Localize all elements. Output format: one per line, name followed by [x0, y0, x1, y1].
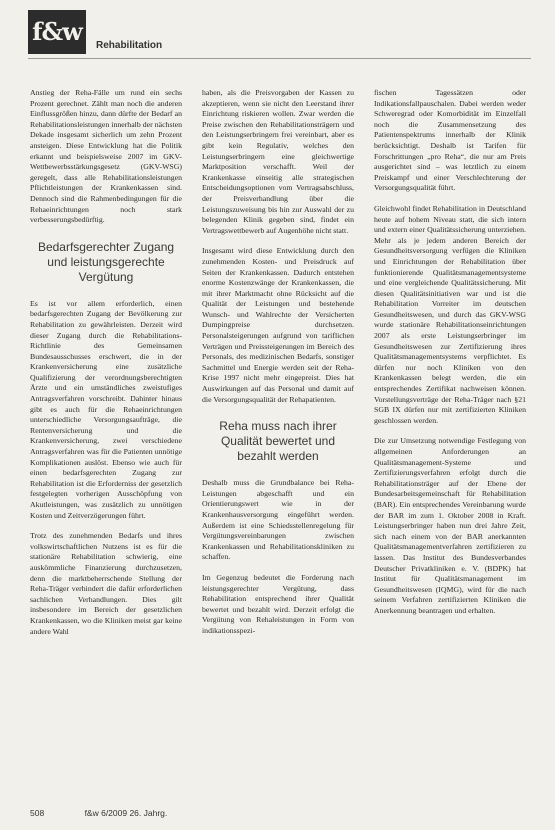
column-3 [374, 88, 526, 627]
page-header [0, 0, 555, 60]
section-label: Rehabilitation [96, 40, 163, 51]
subheading: Reha muss nach ihrer Qualität bewertet und bezahlt werden [219, 419, 337, 464]
header-rule [28, 58, 531, 59]
page-number: 508 [30, 808, 45, 818]
paragraph: fischen Tagessätzen oder Indikationsfallpauschalen. Dabei werden weder Schweregrad oder Komorbidität im Einzelfall noch die Zusammensetzung des Patientenspektrums innerhalb der Klinik berücksichtigt. Deshalb ist Tarifen für Forschrittungen „pro Reha“, die nur am Preis ausgerichtet sind – was letztlich zu einem Preiskampf und einer Verschlechterung der Versorgungsqualität führt. [374, 88, 526, 193]
paragraph: Es ist vor allem erforderlich, einen bedarfsgerechten Zugang der Bevölkerung zur Rehabilitation zu gewährleisten. Derzeit wird dieser Zugang durch die Rehabilitations-Richtlinie des Gemeinsamen Bundesausschusses erschwert, die in der Krankenversicherung eine zusätzliche Qualifizierung der verordnungsberechtigten Ärzte und ein umständliches zweistufiges Antragsverfahren vorschreibt. Dahinter hinaus gibt es auch für die Rehaeinrichtungen unterschiedliche Versorgungsaufträge, die Rentenversicherung und die Krankenversicherung, zwei verschiedene Antragsverfahren was für die Patienten unnötige Komplikationen auslöst. Ebenso wie auch für einen bedarfsgerechten Zugang zur Rehabilitation ist die Erforderniss der gesetzlich festgelegten vorherigen Ausschöpfung von Akutleistungen, was zusätzlich zu unnötigen Kosten und Zeitverzögerungen führt. [30, 298, 182, 520]
paragraph: haben, als die Preisvorgaben der Kassen zu akzeptieren, wenn sie nicht den Leerstand ihrer Einrichtung riskieren wollen. Zwar werden die Preise zwischen den Rehabilitationsträgern und den Leistungserbringern frei vereinbart, aber es gibt kein Regulativ, welches den Leistungserbringern eine gleichwertige Marktposition verschafft. Weil der Krankenkasse einseitig alle strategischen Entscheidungsoptionen vom Vertragsabschluss, der Preisverhandlung über die Leistungszuweisung bis hin zur Auswahl der zu belegenden Klinik gegeben sind, findet ein Vertragswettbewerb auf Augenhöhe nicht statt. [202, 88, 354, 235]
page-footer [30, 808, 530, 818]
paragraph: Deshalb muss die Grundbalance bei Reha-Leistungen abgeschafft und ein Orientierungswert wie in der Krankenhausversorgung eingeführt werden. Außerdem ist eine Schiedsstellenregelung für Vergütungsvereinbarungen zwischen Krankenkassen und Rehabilitationskliniken zu schaffen. [202, 478, 354, 562]
paragraph: Anstieg der Reha-Fälle um rund ein sechs Prozent gerechnet. Zählt man noch die anderen Einflussgrößen hinzu, dann dürfte der Bedarf an Rehabilitationsleistungen innerhalb der nächsten Dekade insgesamt sicherlich um zehn Prozent ansteigen. Diese Entwicklung hat die Politik erkannt und beispielsweise 2007 im GKV-Wettbewerbsstärkungsgesetz (GKV-WSG) geregelt, dass alle Rehabilitationsleistungen Pflichtleistungen der Krankenkassen sind. Dennoch sind die Rahmenbedingungen für die Rehaeinrichtungen noch stark verbesserungsbedürftig. [30, 88, 182, 225]
paragraph: Trotz des zunehmenden Bedarfs und ihres volkswirtschaftlichen Nutzens ist es für die stationäre Rehabilitation schwierig, eine auskömmliche Finanzierung durchzusetzen, denn die marktbeherrschende Stellung der Reha-Träger verhindert die dafür erforderlichen sachlichen Verhandlungen. Dies gilt insbesondere im Bereich der gesetzlichen Krankenkassen, wo die Kliniken meist gar keine andere Wahl [30, 531, 182, 636]
paragraph: Gleichwohl findet Rehabilitation in Deutschland heute auf hohem Niveau statt, die sich intern und extern einer Qualitätssicherung unterziehen. Mehr als je jedem anderen Bereich der Gesundheitsversorgung verfügen die Kliniken und Einrichtungen der Rehabilitation über funktionierende Qualitätsmanagementsysteme und eine vergleichende Qualitätssicherung. Mit diesen Qualitätsinitiativen war und ist die Rehabilitation Vorreiter im deutschen Gesundheitswesen, und durch das GKV-WSG wurde stationäre Rehabilitationseinrichtungen 2007 als erste Leistungserbringer im Gesundheitswesen zur Zertifizierung ihres Qualitätsmanagementsystems verpflichtet. Es dürfen nur noch Kliniken von den Krankenkassen belegt werden, die ein entsprechendes Zertifikat nachweisen können. Vorstellungsverträge der Reha-Träger nach §21 SGB IX dürfen nur mit zertifizierten Kliniken geschlossen werden. [374, 203, 526, 425]
column-1 [30, 88, 182, 647]
paragraph: Im Gegenzug bedeutet die Forderung nach leistungsgerechter Vergütung, dass Rehabilitation entsprechend ihrer Qualität bewertet und bezahlt wird. Derzeit erfolgt die Vergütung von Rehaleistungen in Form von indikationsspezi- [202, 572, 354, 635]
column-2 [202, 88, 354, 647]
subheading: Bedarfsgerechter Zugang und leistungsgerechte Vergütung [37, 239, 175, 284]
paragraph: Die zur Umsetzung notwendige Festlegung von allgemeinen Anforderungen an Qualitätsmanagement-Systeme und Zertifizierungsverfahren erfolgt durch die Rehabilitationsträger auf der Ebene der Bundesarbeitsgemeinschaft für Rehabilitation (BAR). Ein entsprechendes Vereinbarung wurde der BAR im zum 1. Oktober 2008 in Kraft. Leistungserbringer haben nun drei Jahre Zeit, sich nach einem von der BAR anerkannten Qualitätsmanagementverfahren zertifizieren zu lassen. Das Institut des Bundesverbandes Deutscher Privatkliniken e. V. (BDPK) hat Institut für Qualitätsmanagement im Gesundheitswesen (IQMG), wird für die nach seinem Verfahren zertifizierten Kliniken die Anerkennung beantragen und erhalten. [374, 436, 526, 615]
journal-issue: f&w 6/2009 26. Jahrg. [84, 808, 168, 818]
journal-logo: f&w [28, 10, 86, 54]
paragraph: Insgesamt wird diese Entwicklung durch den zunehmenden Kosten- und Preisdruck auf Seiten der Krankenkassen. Dadurch entstehen enorme Kostenzwänge der Krankenkassen, die mit ihrer Marktmacht ohne Rücksicht auf die Qualität der Leistungen und bestehende Wunsch- und Wahlrechte der Versicherten Dumpingpreise durchsetzen. Personalsteigerungen aufgrund von tariflichen Verträgen und Preissteigerungen im Bereich des Personals, des medizinischen Bedarfs, sonstiger Sachmittel und Energie werden seit der Reha-Krise 1997 nicht mehr eingepreist. Dies hat Auswirkungen auf das Personal und damit auf die Versorgungsqualität der Rehapatienten. [202, 246, 354, 404]
